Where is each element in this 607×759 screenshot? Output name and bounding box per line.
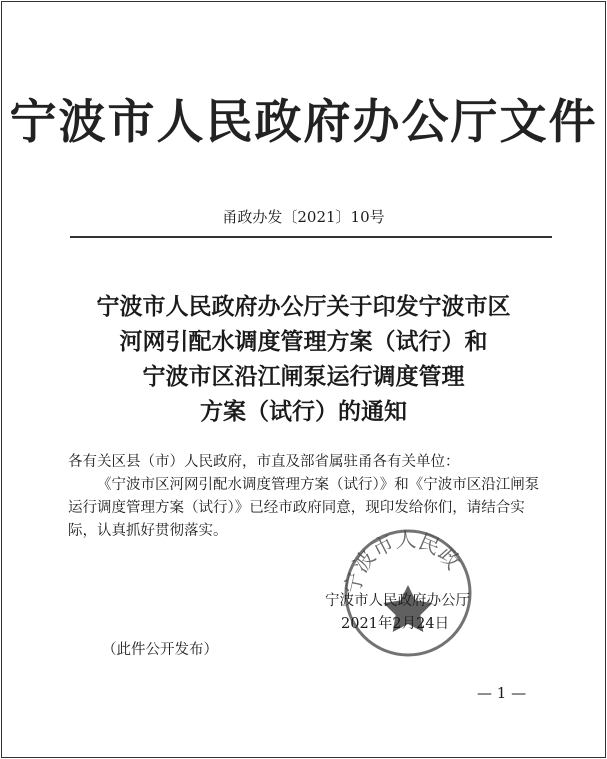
signoff-block [325,590,470,636]
title-line: 河网引配水调度管理方案（试行）和 [119,328,488,355]
title-line: 宁波市人民政府办公厅关于印发宁波市区 [96,293,511,320]
header-divider [70,236,552,238]
issuing-office: 宁波市人民政府办公厅 [325,593,470,609]
notice-title [0,289,607,429]
document-masthead: 宁波市人民政府办公厅文件 [9,95,598,150]
notice-body [68,451,550,543]
body-paragraph: 《宁波市区河网引配水调度管理方案（试行）》和《宁波市区沿江闸泵运行调度管理方案（试行）》已经市政府同意，现印发给你们，请结合实际，认真抓好贯彻落实。 [68,477,540,539]
document-number: 甬政办发〔2021〕10号 [222,208,385,226]
salutation: 各有关区县（市）人民政府，市直及部省属驻甬各有关单位： [68,454,460,470]
publication-note: （此件公开发布） [102,642,218,658]
seal-text: 宁波市人民政 [340,527,465,596]
page-number: — 1 — [477,684,527,702]
issue-date: 2021年2月24日 [341,616,450,632]
title-line: 方案（试行）的通知 [200,398,407,425]
title-line: 宁波市区沿江闸泵运行调度管理 [142,363,465,390]
